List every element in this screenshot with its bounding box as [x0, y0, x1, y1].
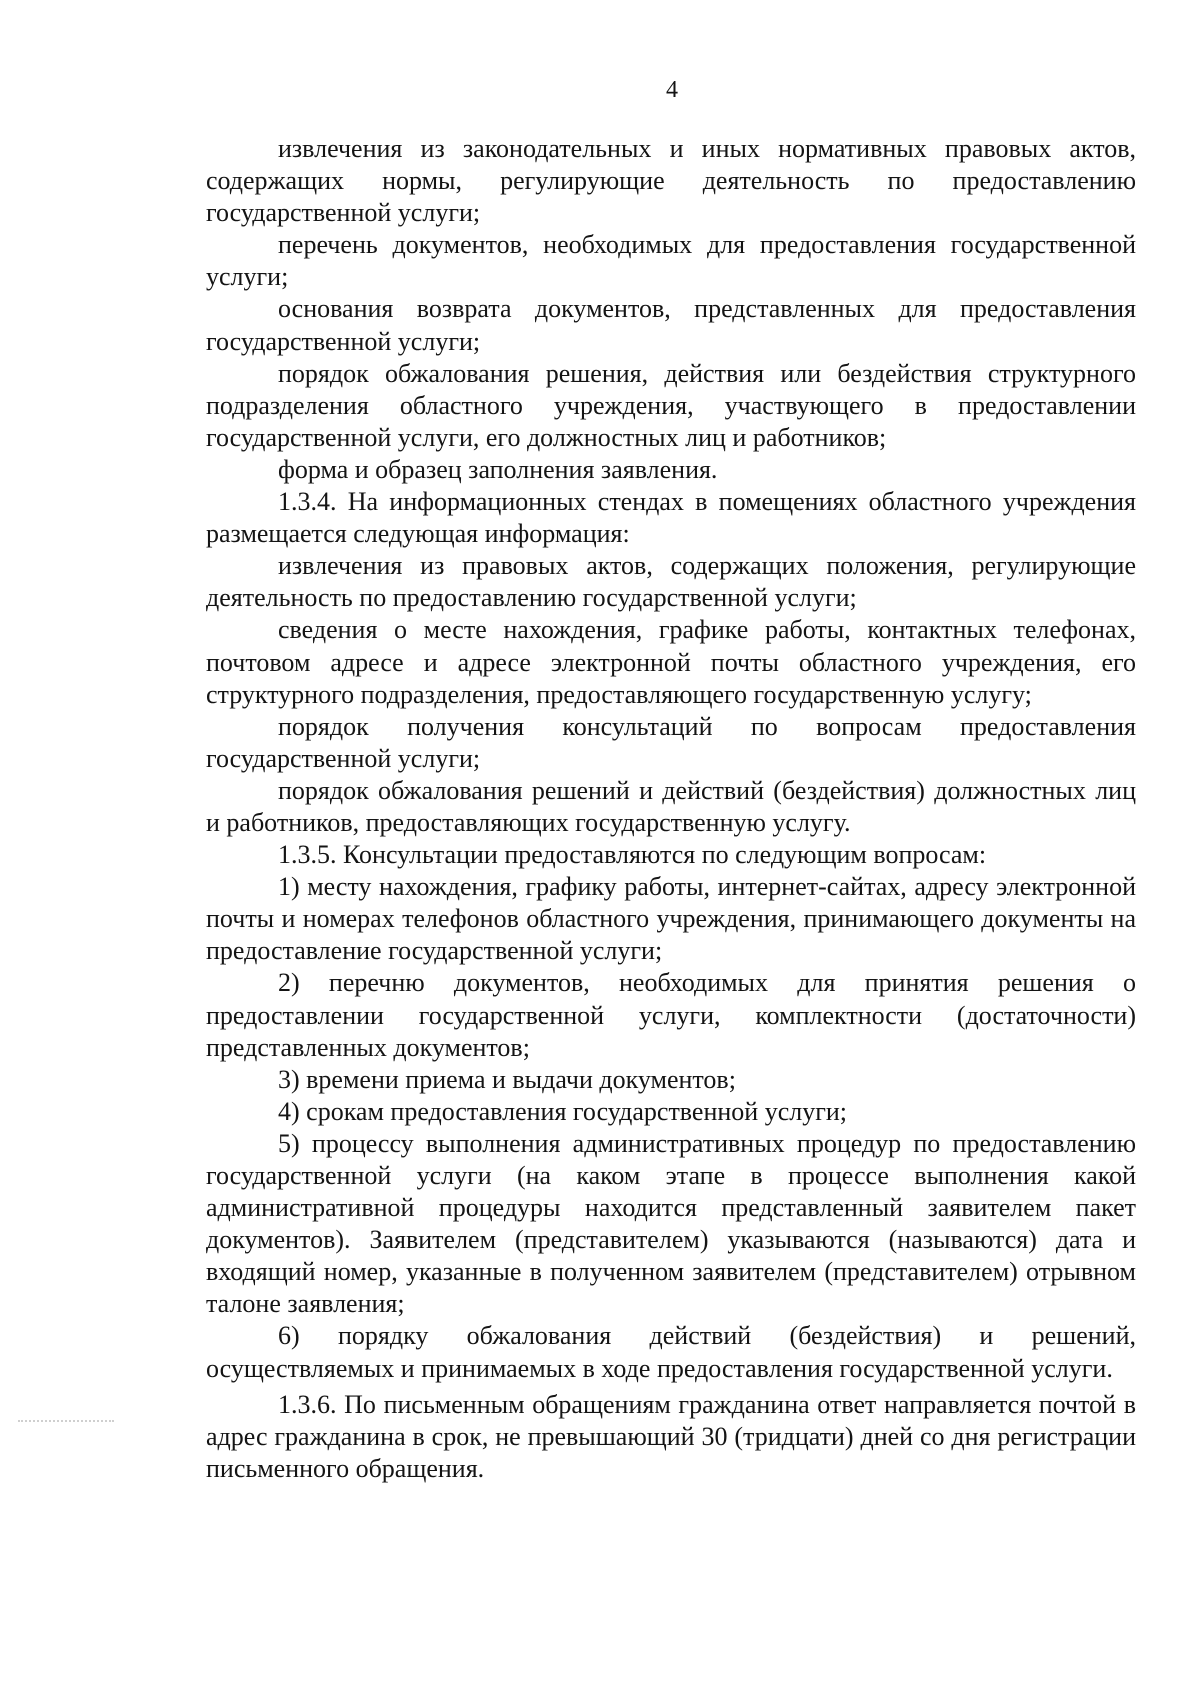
paragraph-appeal-procedure: порядок обжалования решения, действия или бездействия структурного подразделения областного учреждения, участвующего в предоставлении государственной услуги, его должностных лиц и работников;	[206, 358, 1136, 452]
list-item-6: 6) порядку обжалования действий (бездействия) и решений, осуществляемых и принимаемых в ходе предоставления государственной услуги.	[206, 1321, 1136, 1383]
paragraph-application-form: форма и образец заполнения заявления.	[278, 454, 718, 484]
scan-artifact	[18, 1420, 114, 1426]
paragraph-documents-list: перечень документов, необходимых для предоставления государственной услуги;	[206, 230, 1136, 292]
paragraph-legal-act-extracts: извлечения из правовых актов, содержащих положения, регулирующие деятельность по предоставлению государственной услуги;	[206, 551, 1136, 613]
paragraph-1-3-6: 1.3.6. По письменным обращениям гражданина ответ направляется почтой в адрес гражданина в срок, не превышающий 30 (тридцати) дней со дня регистрации письменного обращения.	[206, 1389, 1136, 1483]
paragraph-1-3-4: 1.3.4. На информационных стендах в помещениях областного учреждения размещается следующая информация:	[206, 487, 1136, 549]
list-item-2: 2) перечню документов, необходимых для принятия решения о предоставлении государственной услуги, комплектности (достаточности) представленных документов;	[206, 968, 1136, 1062]
list-item-3: 3) времени приема и выдачи документов;	[278, 1064, 736, 1094]
paragraph-1-3-5: 1.3.5. Консультации предоставляются по следующим вопросам:	[278, 840, 987, 870]
paragraph-return-grounds: основания возврата документов, представленных для предоставления государственной услуги;	[206, 294, 1136, 356]
paragraph-extracts-from-laws: извлечения из законодательных и иных нормативных правовых актов, содержащих нормы, регулирующие деятельность по предоставлению государственной услуги;	[206, 134, 1136, 228]
paragraph-consultation-procedure: порядок получения консультаций по вопросам предоставления государственной услуги;	[206, 711, 1136, 773]
document-body	[206, 133, 1136, 1485]
paragraph-appeal-decisions: порядок обжалования решений и действий (бездействия) должностных лиц и работников, предоставляющих государственную услугу.	[206, 775, 1136, 837]
list-item-1: 1) месту нахождения, графику работы, интернет-сайтах, адресу электронной почты и номерах телефонов областного учреждения, принимающего документы на предоставление государственной услуги;	[206, 872, 1136, 966]
page-number: 4	[666, 77, 678, 103]
paragraph-location-info: сведения о месте нахождения, графике работы, контактных телефонах, почтовом адресе и адресе электронной почты областного учреждения, его структурного подразделения, предоставляющего государственную услугу;	[206, 615, 1136, 709]
list-item-4: 4) срокам предоставления государственной услуги;	[278, 1096, 848, 1126]
list-item-5: 5) процессу выполнения административных процедур по предоставлению государственной услуги (на каком этапе в процессе выполнения какой административной процедуры находится представленный заявителем пакет документов). Заявителем (представителем) указываются (называются) дата и входящий номер, указанные в полученном заявителем (представителем) отрывном талоне заявления;	[206, 1128, 1136, 1319]
